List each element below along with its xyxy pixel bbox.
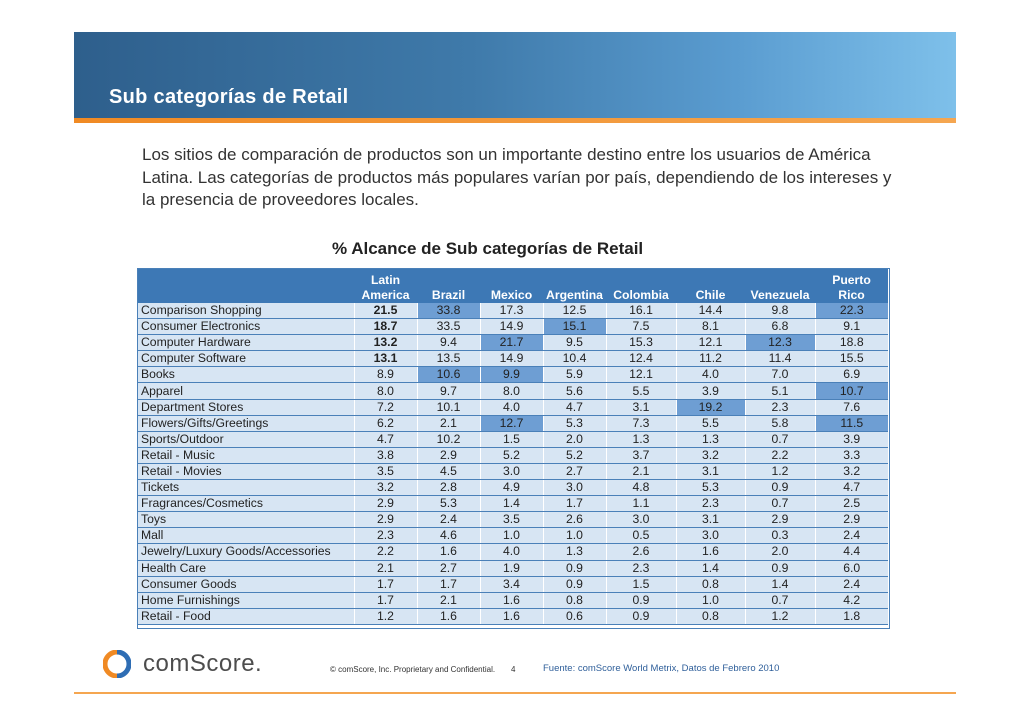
- table-cell: 0.7: [745, 496, 815, 512]
- table-cell: 4.0: [480, 399, 543, 415]
- table-cell: 0.9: [745, 560, 815, 576]
- table-cell: 1.8: [815, 608, 888, 624]
- table-cell: 5.1: [745, 383, 815, 399]
- table-body: [138, 303, 888, 624]
- column-header-line1: [417, 273, 480, 288]
- page-number: 4: [511, 665, 516, 674]
- table-cell: 2.2: [354, 544, 417, 560]
- table-cell: 2.1: [606, 463, 676, 479]
- table-cell: 11.2: [676, 351, 745, 367]
- table-cell: 8.1: [676, 319, 745, 335]
- column-header-line1: [543, 273, 606, 288]
- table-cell: 2.7: [543, 463, 606, 479]
- table-cell: 2.8: [417, 480, 480, 496]
- table-cell: 4.9: [480, 480, 543, 496]
- table-cell: 3.4: [480, 576, 543, 592]
- table-cell: 13.5: [417, 351, 480, 367]
- column-header-line2: Colombia: [613, 288, 669, 302]
- table-cell: 1.9: [480, 560, 543, 576]
- row-label: Retail - Movies: [138, 463, 354, 479]
- table-cell: 6.0: [815, 560, 888, 576]
- table-cell: 0.6: [543, 608, 606, 624]
- row-label: Department Stores: [138, 399, 354, 415]
- table-row: [138, 528, 888, 544]
- table-cell: 1.7: [417, 576, 480, 592]
- table-cell: 4.6: [417, 528, 480, 544]
- column-header-line2: Argentina: [546, 288, 603, 302]
- table-row: [138, 496, 888, 512]
- table-cell: 1.3: [543, 544, 606, 560]
- table-cell: 3.7: [606, 447, 676, 463]
- row-label: Retail - Music: [138, 447, 354, 463]
- table-cell: 1.7: [543, 496, 606, 512]
- table-cell: 12.4: [606, 351, 676, 367]
- table-row: [138, 560, 888, 576]
- table-cell: 3.1: [606, 399, 676, 415]
- table-cell: 10.4: [543, 351, 606, 367]
- table-cell: 3.1: [676, 463, 745, 479]
- table-cell: 1.7: [354, 576, 417, 592]
- table-cell: 4.7: [815, 480, 888, 496]
- table-cell: 3.5: [480, 512, 543, 528]
- table-cell: 17.3: [480, 303, 543, 319]
- table-cell: 2.4: [815, 576, 888, 592]
- table-cell: 4.5: [417, 463, 480, 479]
- column-header-line2: Chile: [695, 288, 726, 302]
- table-cell: 12.1: [676, 335, 745, 351]
- row-label: Sports/Outdoor: [138, 431, 354, 447]
- row-label: Toys: [138, 512, 354, 528]
- header-blank-cell: [138, 269, 354, 303]
- column-header-line1: Latin: [370, 273, 401, 287]
- table-cell: 5.3: [543, 415, 606, 431]
- table-header-row: [138, 269, 888, 303]
- table-cell: 0.9: [745, 480, 815, 496]
- table-row: [138, 431, 888, 447]
- logo-text: comScore.: [143, 650, 263, 677]
- table-row: [138, 463, 888, 479]
- table-cell: 1.5: [480, 431, 543, 447]
- table-cell: 8.0: [480, 383, 543, 399]
- table-cell: 3.5: [354, 463, 417, 479]
- table-cell: 5.9: [543, 367, 606, 383]
- table-row: [138, 544, 888, 560]
- table-cell: 3.2: [676, 447, 745, 463]
- table-cell: 12.3: [745, 335, 815, 351]
- table-cell: 2.9: [354, 496, 417, 512]
- table-cell: 9.8: [745, 303, 815, 319]
- table-cell: 14.4: [676, 303, 745, 319]
- table-cell: 2.6: [543, 512, 606, 528]
- table-cell: 0.7: [745, 592, 815, 608]
- row-label: Computer Hardware: [138, 335, 354, 351]
- table-cell: 7.3: [606, 415, 676, 431]
- table-cell: 5.6: [543, 383, 606, 399]
- table-cell: 2.6: [606, 544, 676, 560]
- table-row: [138, 576, 888, 592]
- source-note: Fuente: comScore World Metrix, Datos de Febrero 2010: [543, 663, 780, 674]
- table-cell: 3.3: [815, 447, 888, 463]
- row-label: Jewelry/Luxury Goods/Accessories: [138, 544, 354, 560]
- table-cell: 1.2: [745, 608, 815, 624]
- table-cell: 2.3: [676, 496, 745, 512]
- table-cell: 1.1: [606, 496, 676, 512]
- table-cell: 4.4: [815, 544, 888, 560]
- row-label: Fragrances/Cosmetics: [138, 496, 354, 512]
- comscore-logo-icon: [103, 650, 131, 678]
- table-cell: 0.9: [606, 592, 676, 608]
- column-header-line2: Brazil: [431, 288, 466, 302]
- table-cell: 1.6: [480, 608, 543, 624]
- table-cell: 2.2: [745, 447, 815, 463]
- table-cell: 5.2: [543, 447, 606, 463]
- table-cell: 2.3: [745, 399, 815, 415]
- table-cell: 3.1: [676, 512, 745, 528]
- table-cell: 2.9: [815, 512, 888, 528]
- table-cell: 21.5: [354, 303, 417, 319]
- table-cell: 21.7: [480, 335, 543, 351]
- table-cell: 12.1: [606, 367, 676, 383]
- column-header-line2: Mexico: [490, 288, 533, 302]
- table-cell: 16.1: [606, 303, 676, 319]
- table-cell: 1.6: [480, 592, 543, 608]
- table-cell: 3.0: [543, 480, 606, 496]
- table-cell: 2.1: [354, 560, 417, 576]
- table-cell: 3.8: [354, 447, 417, 463]
- table-cell: 10.6: [417, 367, 480, 383]
- table-cell: 1.2: [354, 608, 417, 624]
- table-row: [138, 303, 888, 319]
- row-label: Computer Software: [138, 351, 354, 367]
- table-cell: 13.2: [354, 335, 417, 351]
- table-cell: 5.5: [676, 415, 745, 431]
- column-header-line1: [480, 273, 543, 288]
- table-cell: 10.1: [417, 399, 480, 415]
- column-header: [543, 269, 606, 303]
- table-cell: 1.3: [606, 431, 676, 447]
- row-label: Apparel: [138, 383, 354, 399]
- table-cell: 12.7: [480, 415, 543, 431]
- table-cell: 14.9: [480, 319, 543, 335]
- copyright-notice: © comScore, Inc. Proprietary and Confidential.: [330, 665, 496, 674]
- table-cell: 1.4: [480, 496, 543, 512]
- table-cell: 2.4: [417, 512, 480, 528]
- banner-accent-line: [74, 118, 956, 123]
- table-cell: 19.2: [676, 399, 745, 415]
- table-cell: 7.0: [745, 367, 815, 383]
- table-cell: 2.0: [745, 544, 815, 560]
- table-cell: 22.3: [815, 303, 888, 319]
- table-cell: 3.0: [606, 512, 676, 528]
- row-label: Consumer Goods: [138, 576, 354, 592]
- table-cell: 2.9: [354, 512, 417, 528]
- table-cell: 2.7: [417, 560, 480, 576]
- table-cell: 3.2: [354, 480, 417, 496]
- table-cell: 1.0: [543, 528, 606, 544]
- table-cell: 3.0: [676, 528, 745, 544]
- table-cell: 5.2: [480, 447, 543, 463]
- footer-divider: [74, 692, 956, 694]
- table-cell: 3.9: [676, 383, 745, 399]
- table-title: % Alcance de Sub categorías de Retail: [332, 239, 644, 258]
- table-cell: 0.7: [745, 431, 815, 447]
- table-cell: 15.3: [606, 335, 676, 351]
- table-cell: 5.3: [417, 496, 480, 512]
- table-row: [138, 512, 888, 528]
- table-cell: 2.1: [417, 592, 480, 608]
- table-cell: 1.2: [745, 463, 815, 479]
- table-cell: 9.1: [815, 319, 888, 335]
- table-cell: 2.0: [543, 431, 606, 447]
- table-cell: 1.7: [354, 592, 417, 608]
- column-header: [354, 269, 417, 303]
- table-row: [138, 319, 888, 335]
- column-header-line2: Venezuela: [750, 288, 810, 302]
- table-cell: 0.8: [543, 592, 606, 608]
- row-label: Home Furnishings: [138, 592, 354, 608]
- table-cell: 15.5: [815, 351, 888, 367]
- table-row: [138, 335, 888, 351]
- table-cell: 5.8: [745, 415, 815, 431]
- table-cell: 5.5: [606, 383, 676, 399]
- table-cell: 8.9: [354, 367, 417, 383]
- column-header-line1: Puerto: [832, 273, 871, 287]
- table-cell: 1.6: [676, 544, 745, 560]
- table-cell: 2.3: [354, 528, 417, 544]
- table-cell: 4.0: [480, 544, 543, 560]
- table-cell: 8.0: [354, 383, 417, 399]
- table-cell: 2.4: [815, 528, 888, 544]
- retail-reach-table: [138, 269, 888, 625]
- column-header-line2: Rico: [838, 288, 865, 302]
- table-cell: 14.9: [480, 351, 543, 367]
- column-header-line2: America: [361, 288, 410, 302]
- table-row: [138, 480, 888, 496]
- table-cell: 2.1: [417, 415, 480, 431]
- column-header: [606, 269, 676, 303]
- column-header: [417, 269, 480, 303]
- table-cell: 6.9: [815, 367, 888, 383]
- intro-paragraph: Los sitios de comparación de productos son un importante destino entre los usuarios de América Latina. Las categorías de productos más populares varían por país, dependiendo de los intereses y la presencia de proveedores locales.: [142, 145, 892, 209]
- table-cell: 7.6: [815, 399, 888, 415]
- row-label: Retail - Food: [138, 608, 354, 624]
- table-cell: 33.5: [417, 319, 480, 335]
- table-cell: 0.9: [606, 608, 676, 624]
- table-cell: 9.5: [543, 335, 606, 351]
- table-cell: 2.9: [417, 447, 480, 463]
- table-row: [138, 415, 888, 431]
- table-cell: 9.4: [417, 335, 480, 351]
- row-label: Mall: [138, 528, 354, 544]
- row-label: Tickets: [138, 480, 354, 496]
- table-cell: 11.4: [745, 351, 815, 367]
- column-header: [676, 269, 745, 303]
- table-cell: 3.9: [815, 431, 888, 447]
- table-cell: 18.7: [354, 319, 417, 335]
- column-header-line1: [745, 273, 815, 288]
- table-row: [138, 351, 888, 367]
- table-cell: 0.8: [676, 576, 745, 592]
- table-cell: 4.0: [676, 367, 745, 383]
- table-row: [138, 367, 888, 383]
- table-row: [138, 592, 888, 608]
- table-row: [138, 608, 888, 624]
- table-cell: 1.0: [480, 528, 543, 544]
- table-cell: 0.5: [606, 528, 676, 544]
- table-cell: 10.2: [417, 431, 480, 447]
- row-label: Comparison Shopping: [138, 303, 354, 319]
- row-label: Books: [138, 367, 354, 383]
- table-cell: 12.5: [543, 303, 606, 319]
- table-cell: 15.1: [543, 319, 606, 335]
- row-label: Health Care: [138, 560, 354, 576]
- table-cell: 3.2: [815, 463, 888, 479]
- column-header: [815, 269, 888, 303]
- table-cell: 6.8: [745, 319, 815, 335]
- row-label: Consumer Electronics: [138, 319, 354, 335]
- table-cell: 33.8: [417, 303, 480, 319]
- column-header: [480, 269, 543, 303]
- table-row: [138, 447, 888, 463]
- table-cell: 9.7: [417, 383, 480, 399]
- table-cell: 0.9: [543, 560, 606, 576]
- slide-title: Sub categorías de Retail: [109, 86, 349, 108]
- column-header-line1: [676, 273, 745, 288]
- table-cell: 1.4: [745, 576, 815, 592]
- table-cell: 2.5: [815, 496, 888, 512]
- table-cell: 6.2: [354, 415, 417, 431]
- table-cell: 1.5: [606, 576, 676, 592]
- table-cell: 0.9: [543, 576, 606, 592]
- table-cell: 0.3: [745, 528, 815, 544]
- table-cell: 1.0: [676, 592, 745, 608]
- table-cell: 0.8: [676, 608, 745, 624]
- table-cell: 7.2: [354, 399, 417, 415]
- table-cell: 4.2: [815, 592, 888, 608]
- row-label: Flowers/Gifts/Greetings: [138, 415, 354, 431]
- table-cell: 2.9: [745, 512, 815, 528]
- table-cell: 5.3: [676, 480, 745, 496]
- table-cell: 4.7: [543, 399, 606, 415]
- column-header: [745, 269, 815, 303]
- table-cell: 4.8: [606, 480, 676, 496]
- table-cell: 1.6: [417, 608, 480, 624]
- table-cell: 2.3: [606, 560, 676, 576]
- table-row: [138, 399, 888, 415]
- table-cell: 1.3: [676, 431, 745, 447]
- table-cell: 7.5: [606, 319, 676, 335]
- table-row: [138, 383, 888, 399]
- table-cell: 3.0: [480, 463, 543, 479]
- table-cell: 1.4: [676, 560, 745, 576]
- table-cell: 1.6: [417, 544, 480, 560]
- column-header-line1: [606, 273, 676, 288]
- table-cell: 9.9: [480, 367, 543, 383]
- table-cell: 4.7: [354, 431, 417, 447]
- table-cell: 13.1: [354, 351, 417, 367]
- table-cell: 10.7: [815, 383, 888, 399]
- table-cell: 18.8: [815, 335, 888, 351]
- table-cell: 11.5: [815, 415, 888, 431]
